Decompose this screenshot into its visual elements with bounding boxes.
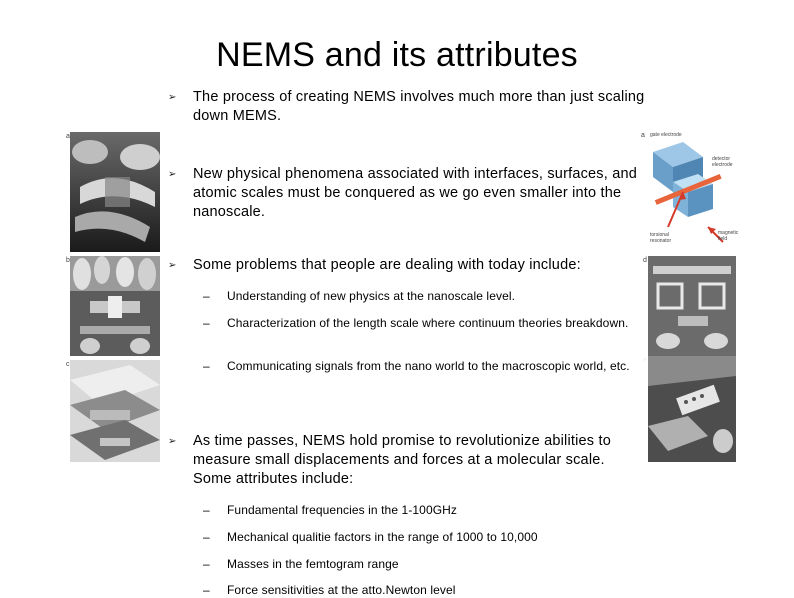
sub-bullet-dash: – [203,583,210,597]
bullet-marker-4: ➢ [168,436,177,447]
sub-bullet-dash: – [203,530,210,544]
bullet-text-1: The process of creating NEMS involves much more than just scaling down MEMS. [193,89,645,124]
diagram-label-field: magnetic field [718,230,739,242]
sub-bullet-dash: – [203,316,210,330]
sub-bullet-dash: – [203,359,210,373]
panel-label-c: c [66,361,70,368]
left-sem-micrograph-bottom [70,360,160,462]
right-sem-micrograph-top [648,256,736,356]
panel-label-d: d [643,257,647,264]
right-sem-micrograph-bottom [648,356,736,462]
sub-bullet-text: Understanding of new physics at the nanoscale level. [227,289,516,303]
diagram-label-detector: detector electrode [712,156,733,168]
panel-label-e: e [643,357,647,364]
bullet-text-2: New physical phenomena associated with interfaces, surfaces, and atomic scales must be conquered as we go even smaller into the nanoscale. [193,166,638,220]
sub-bullet-text: Mechanical qualitie factors in the range of 1000 to 10,000 [227,530,538,544]
panel-label-b: b [66,257,70,264]
panel-label-a: a [66,133,70,140]
sub-bullet-dash: – [203,503,210,517]
sub-bullet-text: Force sensitivities at the atto.Newton level [227,583,456,597]
bullet-marker-1: ➢ [168,92,177,103]
diagram-label-resonator: torsional resonator [650,232,672,244]
bullet-text-3: Some problems that people are dealing with today include: [193,257,581,273]
sub-bullet-text: Characterization of the length scale where continuum theories breakdown. [227,316,629,330]
bullet-marker-3: ➢ [168,260,177,271]
diagram-label-gate: gate electrode [650,132,682,138]
bullet-marker-2: ➢ [168,169,177,180]
sub-bullet-text: Communicating signals from the nano world to the macroscopic world, etc. [227,359,630,373]
sub-bullet-text: Masses in the femtogram range [227,557,399,571]
left-sem-micrograph-top [70,132,160,252]
sub-bullet-dash: – [203,289,210,303]
left-sem-micrograph-middle [70,256,160,356]
panel-label-diagram: a [641,132,645,139]
sub-bullet-text: Fundamental frequencies in the 1-100GHz [227,503,458,517]
sub-bullet-dash: – [203,557,210,571]
bullet-text-4: As time passes, NEMS hold promise to revolutionize abilities to measure small displacements and forces at a molecular scale. Some attributes include: [193,433,611,487]
slide-title: NEMS and its attributes [216,36,578,74]
